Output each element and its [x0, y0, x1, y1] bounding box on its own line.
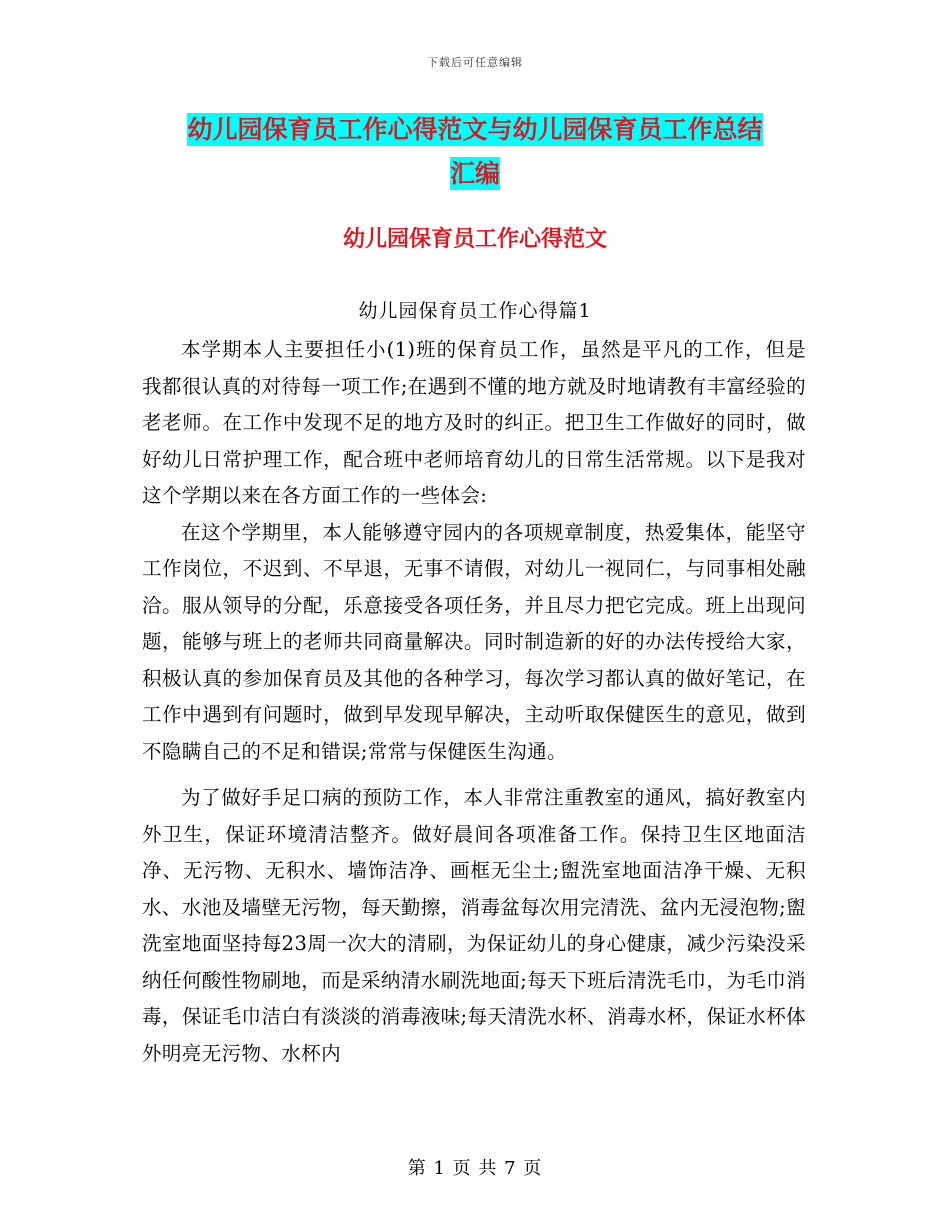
header-note: 下载后可任意编辑 — [427, 56, 523, 69]
title-line-2: 汇编 — [449, 159, 500, 188]
section-title: 幼儿园保育员工作心得范文 — [342, 227, 607, 252]
paragraph: 本学期本人主要担任小(1)班的保育员工作，虽然是平凡的工作，但是我都很认真的对待每一项工作;在遇到不懂的地方就及时地请教有丰富经验的老老师。在工作中发现不足的地方及时的纠正。把卫生工作做好的同时，做好幼儿日常护理工作，配合班中老师培育幼儿的日常生活常规。以下是我对这个学期以来在各方面工作的一些体会: — [142, 338, 806, 507]
page-footer: 第 1 页 共 7 页 — [407, 1158, 543, 1179]
title-line-1: 幼儿园保育员工作心得范文与幼儿园保育员工作总结 — [187, 115, 763, 144]
document-title — [140, 108, 810, 196]
paragraph: 在这个学期里，本人能够遵守园内的各项规章制度，热爱集体，能坚守工作岗位，不迟到、不早退，无事不请假，对幼儿一视同仁，与同事相处融洽。服从领导的分配，乐意接受各项任务，并且尽力把它完成。班上出现问题，能够与班上的老师共同商量解决。同时制造新的好的办法传授给大家，积极认真的参加保育员及其他的各种学习，每次学习都认真的做好笔记，在工作中遇到有问题时，做到早发现早解决，主动听取保健医生的意见，做到不隐瞒自己的不足和错误;常常与保健医生沟通。 — [142, 520, 806, 763]
subheading: 幼儿园保育员工作心得篇1 — [358, 300, 592, 322]
body-text — [142, 332, 806, 1072]
paragraph: 为了做好手足口病的预防工作，本人非常注重教室的通风，搞好教室内外卫生，保证环境清洁整齐。做好晨间各项准备工作。保持卫生区地面洁净、无污物、无积水、墙饰洁净、画框无尘土;盥洗室地面洁净干燥、无积水、水池及墙壁无污物，每天勤擦，消毒盆每次用完清洗、盆内无浸泡物;盥洗室地面坚持每23周一次大的清刷，为保证幼儿的身心健康，减少污染没采纳任何酸性物刷地，而是采纳清水刷洗地面;每天下班后清洗毛巾，为毛巾消毒，保证毛巾洁白有淡淡的消毒液味;每天清洗水杯、消毒水杯，保证水杯体外明亮无污物、水杯内 — [142, 786, 806, 1065]
